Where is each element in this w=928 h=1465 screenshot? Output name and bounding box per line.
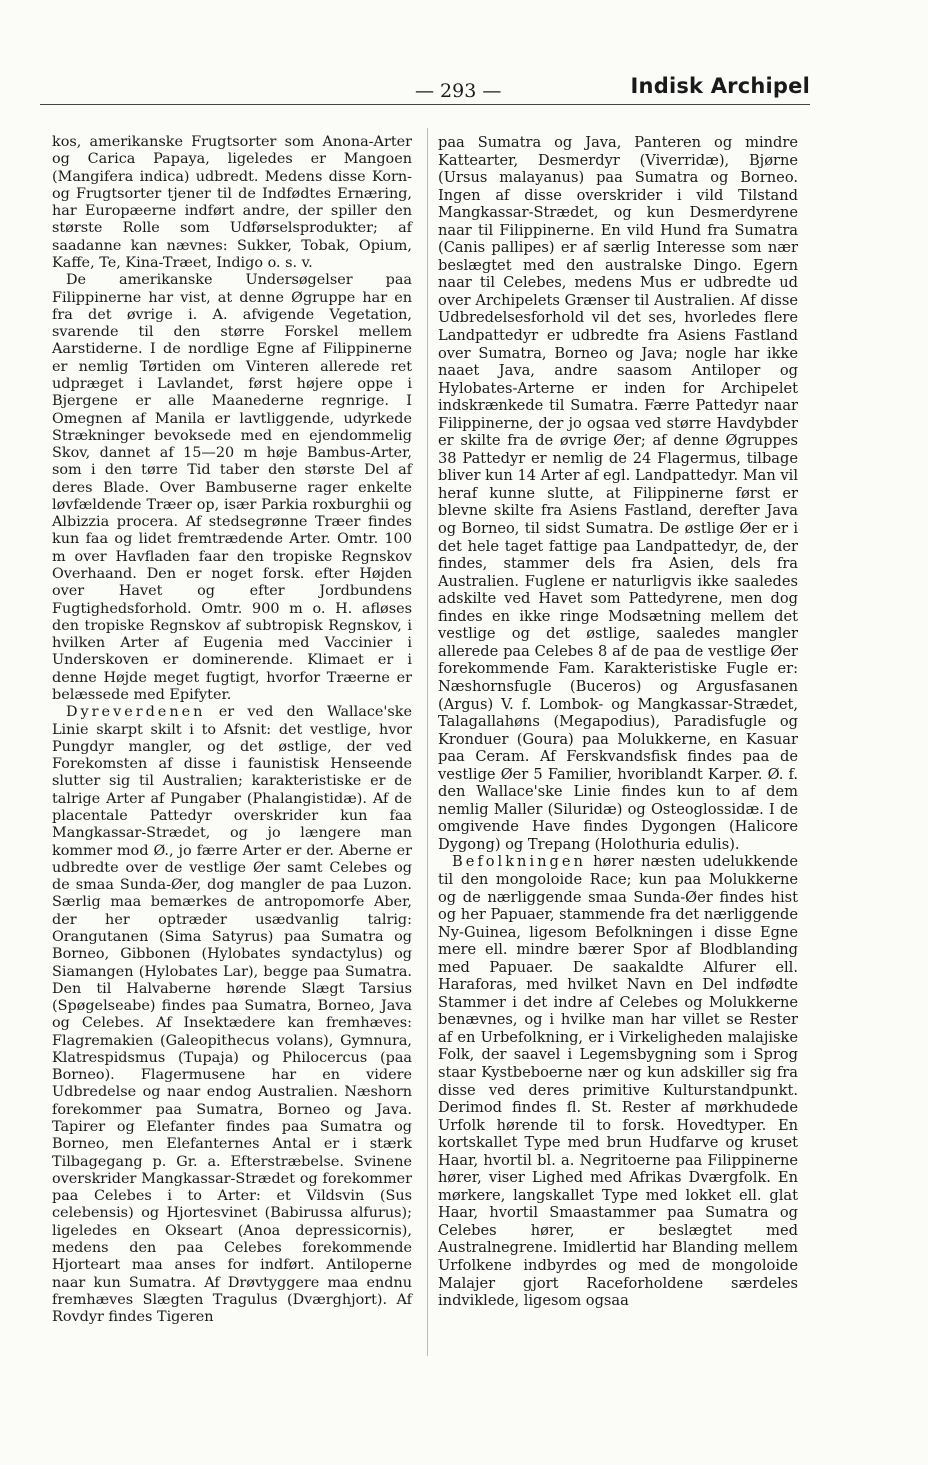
header-rule [40, 104, 810, 105]
left-column [52, 134, 412, 1326]
paragraph: paa Sumatra og Java, Panteren og mindre Kattearter, Desmerdyr (Viverridæ), Bjørne (Ursus malayanus) paa Sumatra og Borneo. Ingen af disse overskrider i vild Tilstand Mangkassar-Strædet, og kun Desmerdyrene naar til Filippinerne. En vild Hund fra Sumatra (Canis pallipes) er af særlig Interesse som nær beslægtet med den australske Dingo. Egern naar til Celebes, medens Mus er udbredte ud over Archipelets Grænser til Australien. Af disse Udbredelsesforhold vil det ses, hvorledes flere Landpattedyr er udbredte fra Asiens Fastland over Sumatra, Borneo og Java; nogle har ikke naaet Java, andre saasom Antiloper og Hylobates-Arterne er inden for Archipelet indskrænkede til Sumatra. Færre Pattedyr naar Filippinerne, der jo ogsaa ved større Havdybder er skilte fra de øvrige Øer; af denne Øgruppes 38 Pattedyr er nemlig de 24 Flagermus, tilbage bliver kun 14 Arter af egl. Landpattedyr. Man vil heraf kunne slutte, at Filippinerne først er blevne skilte fra Asiens Fastland, derefter Java og Borneo, til sidst Sumatra. De østlige Øer er i det hele taget fattige paa Landpattedyr, de, der findes, stammer dels fra Asien, dels fra Australien. Fuglene er naturligvis ikke saaledes adskilte ved Havet som Pattedyrene, men dog findes en ikke ringe Modsætning mellem det vestlige og det østlige, saaledes mangler allerede paa Celebes 8 af de paa de vestlige Øer forekommende Fam. Karakteristiske Fugle er: Næshornsfugle (Buceros) og Argusfasanen (Argus) V. f. Lombok- og Mangkassar-Strædet, Talagallahøns (Megapodius), Paradisfugle og Kronduer (Goura) paa Molukkerne, en Kasuar paa Ceram. Af Ferskvandsfisk findes paa de vestlige Øer 5 Familier, hvoriblandt Karper. Ø. f. den Wallace'ske Linie findes kun to af dem nemlig Maller (Siluridæ) og Osteoglossidæ. I de omgivende Have findes Dygongen (Halicore Dygong) og Trepang (Holothuria edulis). [438, 134, 798, 853]
running-title: Indisk Archipel [630, 74, 810, 98]
paragraph: kos, amerikanske Frugtsorter som Anona-Arter og Carica Papaya, ligeledes er Mangoen (Mangifera indica) udbredt. Medens disse Korn- og Frugtsorter tjener til de Indfødtes Ernæring, har Europæerne indført andre, der spiller den største Rolle som Udførselsprodukter; af saadanne kan nævnes: Sukker, Tobak, Opium, Kaffe, Te, Kina-Træet, Indigo o. s. v. [52, 134, 412, 271]
page-header [40, 72, 810, 108]
page-number: — 293 — [415, 80, 502, 102]
paragraph [52, 704, 412, 1326]
right-column [438, 134, 798, 1310]
paragraph-body: hører næsten udelukkende til den mongoloide Race; kun paa Molukkerne og de nærliggende smaa Sunda-Øer findes hist og her Papuaer, stammende fra det nærliggende Ny-Guinea, ligesom Befolkningen i disse Egne mere ell. mindre bærer Spor af Blodblanding med Papuaer. De saakaldte Alfurer ell. Haraforas, med hvilket Navn en Del indfødte Stammer i det indre af Celebes og Molukkerne benævnes, og i hvilke man har villet se Rester af en Urbefolkning, er i Virkeligheden malajiske Folk, der saavel i Legemsbygning som i Sprog staar Kystbeboerne nær og kun adskiller sig fra disse ved deres primitive Kulturstandpunkt. Derimod findes fl. St. Rester af mørkhudede Urfolk hørende til to forsk. Hovedtyper. En kortskallet Type med brun Hudfarve og kruset Haar, hvortil bl. a. Negritoerne paa Filippinerne hører, viser Lighed med Afrikas Dværgfolk. En mørkere, langskallet Type med lokket ell. glat Haar, hvortil Smaastammer paa Sumatra og Celebes hører, er beslægtet med Australnegrene. Imidlertid har Blanding mellem Urfolkene indbyrdes og med de mongoloide Malajer gjort Raceforholdene særdeles indviklede, ligesom ogsaa [438, 853, 798, 1310]
section-lead: Dyreverdenen [66, 704, 206, 721]
paragraph: De amerikanske Undersøgelser paa Filippinerne har vist, at denne Øgruppe har en fra det øvrige i. A. afvigende Vegetation, svarende til den større Forskel mellem Aarstiderne. I de nordlige Egne af Filippinerne er nemlig Tørtiden om Vinteren allerede ret udpræget i Lavlandet, først højere oppe i Bjergene er alle Maanederne regnrige. I Omegnen af Manila er lavtliggende, udyrkede Strækninger bevoksede med en ejendommelig Skov, dannet af 15—20 m høje Bambus-Arter, som i den tørre Tid taber den største Del af deres Blade. Over Bambuserne rager enkelte løvfældende Træer op, især Parkia roxburghii og Albizzia procera. Af stedsegrønne Træer findes kun faa og lidet fremtrædende Arter. Omtr. 100 m over Havfladen faar den tropiske Regnskov Overhaand. Den er noget forsk. efter Højden over Havet og efter Jordbundens Fugtighedsforhold. Omtr. 900 m o. H. afløses den tropiske Regnskov af subtropisk Regnskov, i hvilken Arter af Eugenia med Vaccinier i Underskoven er dominerende. Klimaet er i denne Højde meget fugtigt, hvorfor Træerne er belæssede med Epifyter. [52, 272, 412, 703]
column-divider [427, 128, 428, 1356]
section-lead: Befolkningen [452, 853, 586, 871]
paragraph [438, 853, 798, 1309]
paragraph-body: er ved den Wallace'ske Linie skarpt skilt i to Afsnit: det vestlige, hvor Pungdyr mangler, og det østlige, der ved Forekomsten af disse i faunistisk Henseende slutter sig til Australien; karakteristiske er de talrige Arter af Pungaber (Phalangistidæ). Af de placentale Pattedyr overskrider kun faa Mangkassar-Strædet, og jo længere man kommer mod Ø., jo færre Arter er der. Aberne er udbredte over de vestlige Øer samt Celebes og de smaa Sunda-Øer, dog mangler de paa Luzon. Særlig maa bemærkes de antropomorfe Aber, der her optræder usædvanlig talrig: Orangutanen (Sima Satyrus) paa Sumatra og Borneo, Gibbonen (Hylobates syndactylus) og Siamangen (Hylobates Lar), begge paa Sumatra. Den til Halvaberne hørende Slægt Tarsius (Spøgelseabe) findes paa Sumatra, Borneo, Java og Celebes. Af Insektædere kan fremhæves: Flagremakien (Galeopithecus volans), Gymnura, Klatrespidsmus (Tupaja) og Philocercus (paa Borneo). Flagermusene har en videre Udbredelse og naar endog Australien. Næshorn forekommer paa Sumatra, Borneo og Java. Tapirer og Elefanter findes paa Sumatra og Borneo, men Elefanternes Antal er i stærk Tilbagegang p. Gr. a. Efterstræbelse. Svinene overskrider Mangkassar-Strædet og forekommer paa Celebes i to Arter: et Vildsvin (Sus celebensis) og Hjortesvinet (Babirussa alfurus); ligeledes en Okseart (Anoa depressicornis), medens den paa Celebes forekommende Hjorteart maa anses for indført. Antiloperne naar kun Sumatra. Af Drøvtyggere maa endnu fremhæves Slægten Tragulus (Dværghjort). Af Rovdyr findes Tigeren [52, 704, 412, 1326]
